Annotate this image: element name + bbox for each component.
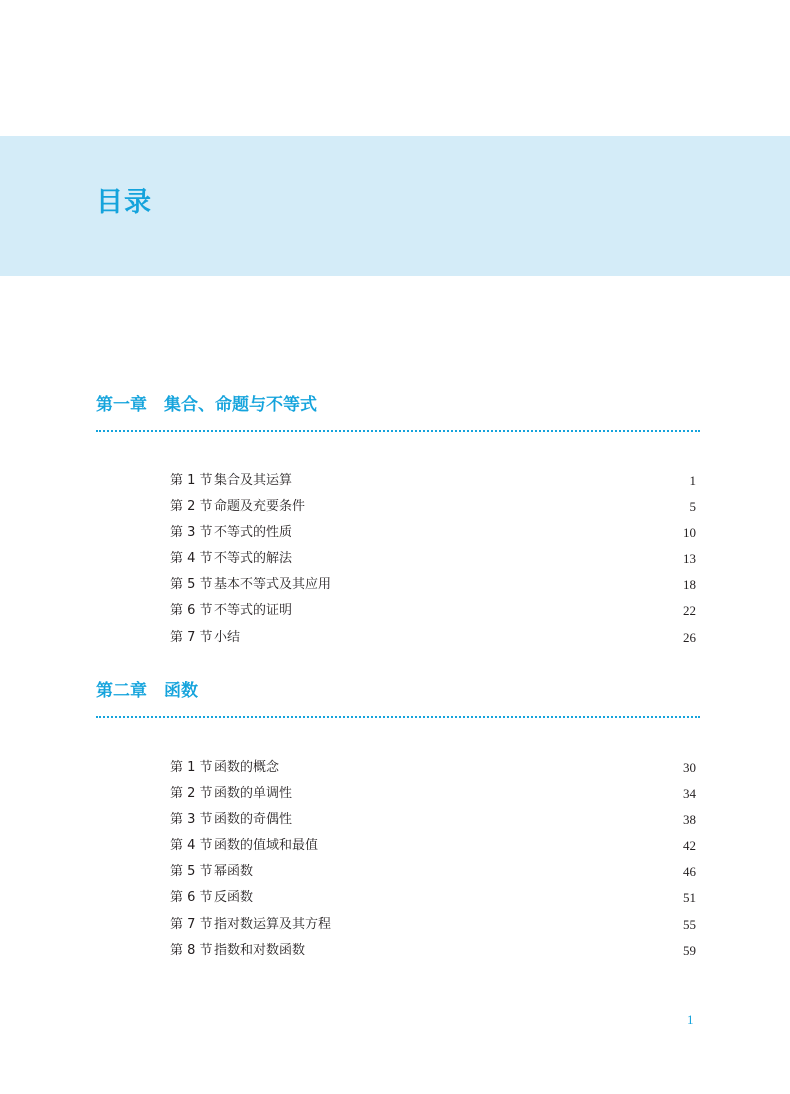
toc-entry[interactable]	[170, 916, 696, 942]
section-number: 第 6 节	[170, 603, 213, 619]
section-number: 第 7 节	[170, 916, 213, 932]
section-number: 第 5 节	[170, 577, 213, 593]
toc-entry[interactable]	[170, 576, 696, 602]
section-title: 集合及其运算	[214, 473, 293, 488]
section-page: 46	[683, 864, 696, 880]
chapter-title[interactable]: 第二章 函数	[96, 681, 198, 701]
toc-entry[interactable]	[170, 785, 696, 811]
section-page: 10	[683, 525, 696, 541]
toc-entry[interactable]	[170, 863, 696, 889]
section-page: 55	[683, 916, 696, 932]
section-page: 13	[683, 551, 696, 567]
section-page: 26	[683, 629, 696, 645]
section-page: 51	[683, 890, 696, 906]
section-title: 小结	[214, 629, 241, 645]
section-number: 第 4 节	[170, 551, 213, 567]
section-page: 59	[683, 942, 696, 958]
section-page: 30	[683, 760, 696, 775]
section-title: 函数的单调性	[214, 786, 293, 802]
section-number: 第 8 节	[170, 942, 213, 958]
section-number: 第 2 节	[170, 499, 213, 515]
chapter-title[interactable]: 第一章 集合、命题与不等式	[96, 395, 317, 415]
page-number: 1	[687, 1012, 694, 1027]
section-number: 第 2 节	[170, 786, 213, 802]
toc-entry[interactable]	[170, 602, 696, 628]
toc-entry[interactable]	[170, 472, 696, 498]
section-title: 命题及充要条件	[214, 499, 306, 515]
section-page: 18	[683, 577, 696, 593]
section-list	[170, 472, 696, 655]
section-title: 不等式的证明	[214, 603, 293, 619]
section-title: 指数和对数函数	[214, 942, 306, 958]
toc-entry[interactable]	[170, 524, 696, 550]
section-page: 42	[683, 838, 696, 854]
toc-entry[interactable]	[170, 498, 696, 524]
section-title: 不等式的性质	[214, 525, 293, 541]
section-number: 第 4 节	[170, 838, 213, 854]
section-list	[170, 759, 696, 968]
section-number: 第 1 节	[170, 473, 213, 488]
toc-entry[interactable]	[170, 889, 696, 915]
section-title: 函数的值域和最值	[214, 838, 319, 854]
section-page: 22	[683, 603, 696, 619]
section-page: 5	[689, 499, 696, 515]
section-number: 第 5 节	[170, 864, 213, 880]
toc-entry[interactable]	[170, 811, 696, 837]
toc-entry[interactable]	[170, 837, 696, 863]
section-number: 第 3 节	[170, 525, 213, 541]
section-title: 基本不等式及其应用	[214, 577, 332, 593]
section-title: 指对数运算及其方程	[214, 916, 332, 932]
section-page: 34	[683, 786, 696, 802]
section-number: 第 3 节	[170, 812, 213, 828]
section-title: 函数的概念	[214, 760, 280, 775]
section-number: 第 6 节	[170, 890, 213, 906]
section-number: 第 7 节	[170, 629, 213, 645]
dotted-divider	[96, 430, 700, 432]
toc-entry[interactable]	[170, 759, 696, 785]
dotted-divider	[96, 716, 700, 718]
section-page: 1	[689, 473, 696, 488]
section-title: 反函数	[214, 890, 254, 906]
chapter-2	[96, 680, 700, 958]
toc-entry[interactable]	[170, 942, 696, 968]
section-title: 幂函数	[214, 864, 254, 880]
section-title: 函数的奇偶性	[214, 812, 293, 828]
toc-entry[interactable]	[170, 629, 696, 655]
toc-entry[interactable]	[170, 550, 696, 576]
chapter-1	[96, 394, 700, 645]
section-page: 38	[683, 812, 696, 828]
section-number: 第 1 节	[170, 760, 213, 775]
page-title: 目录	[96, 187, 152, 218]
section-title: 不等式的解法	[214, 551, 293, 567]
